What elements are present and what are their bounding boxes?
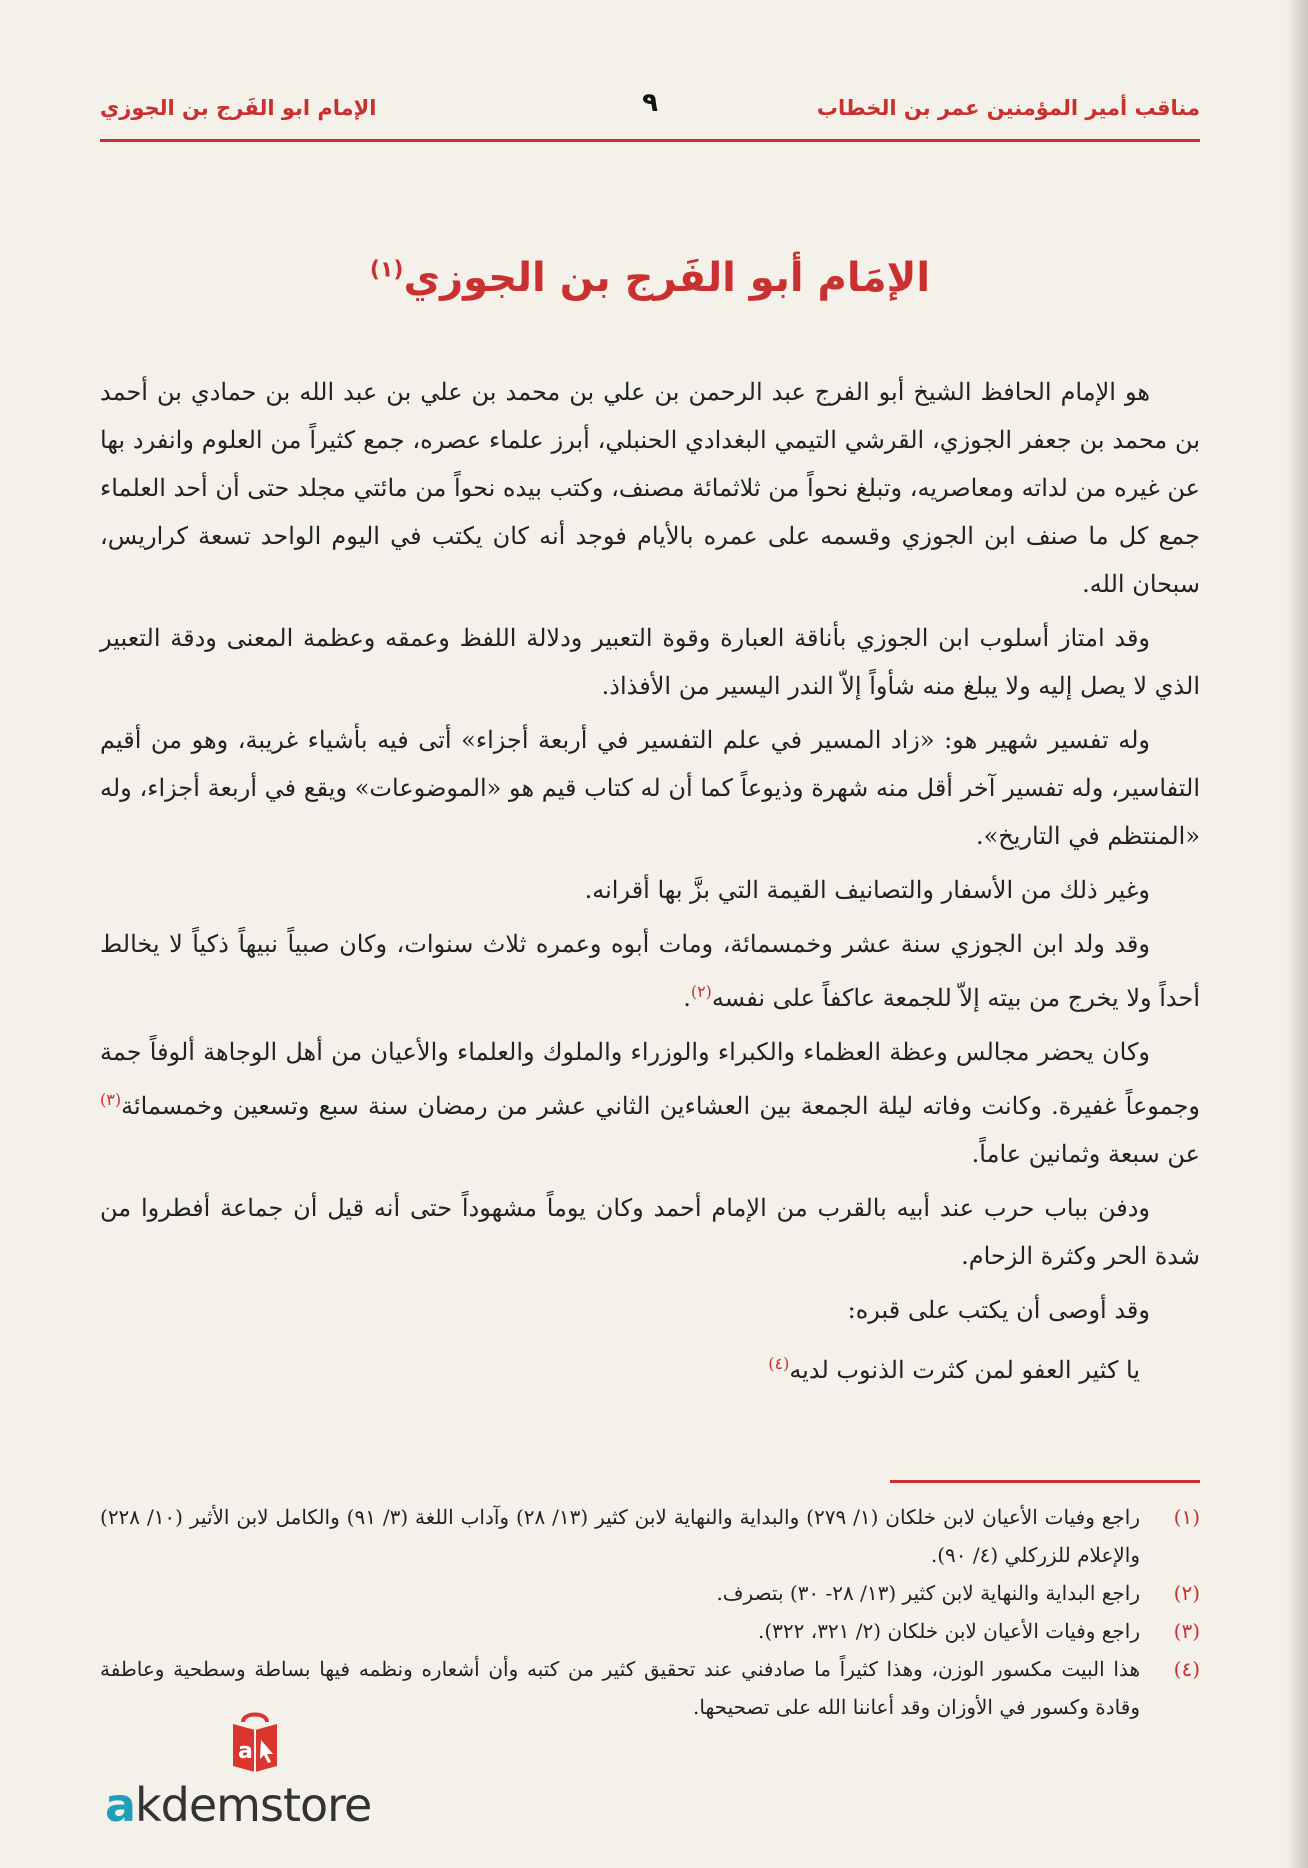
footnote-item bbox=[100, 1498, 1200, 1574]
footnote-item bbox=[100, 1574, 1200, 1612]
paragraph-2: وقد امتاز أسلوب ابن الجوزي بأناقة العبارة وقوة التعبير ودلالة اللفظ وعمقه وعظمة المعنى ودقة التعبير الذي لا يصل إليه ولا يبلغ منه شأواً إلاّ الندر اليسير من الأفذاذ. bbox=[100, 624, 1200, 700]
footnote-text: راجع وفيات الأعيان لابن خلكان (١/ ٢٧٩) والبداية والنهاية لابن كثير (١٣/ ٢٨) وآداب اللغة (٣/ ٩١) والكامل لابن الأثير (١٠/ ٢٢٨) والإعلام للزركلي (٤/ ٩٠). bbox=[100, 1505, 1140, 1567]
akdemstore-watermark bbox=[105, 1710, 405, 1840]
brand-wordmark bbox=[105, 1778, 371, 1832]
paragraph-3: وله تفسير شهير هو: «زاد المسير في علم التفسير في أربعة أجزاء» أتى فيه بأشياء غريبة، وهو من أقيم التفاسير، وله تفسير آخر أقل منه شهرة وذيوعاً كما أن له كتاب قيم هو «الموضوعات» ويقع في أربعة أجزاء، وله «المنتظم في التاريخ». bbox=[100, 726, 1200, 850]
paragraph-1: هو الإمام الحافظ الشيخ أبو الفرج عبد الرحمن بن علي بن محمد بن علي بن عبد الله بن حمادي بن أحمد بن محمد بن جعفر الجوزي، القرشي التيمي البغدادي الحنبلي، أبرز علماء عصره، جمع كثيراً من العلوم وانفرد بها عن غيره من لداته ومعاصريه، وتبلغ نحواً من ثلاثمائة مصنف، وكتب بيده نحواً من مائتي مجلد حتى أن أحد العلماء جمع كل ما صنف ابن الجوزي وقسمه على عمره بالأيام فوجد أنه كان يكتب في اليوم الواحد تسعة كراريس، سبحان الله. bbox=[100, 378, 1201, 598]
footnote-ref-4: (٤) bbox=[768, 1354, 790, 1373]
paragraph-5-end: . bbox=[683, 984, 691, 1012]
verse-text: يا كثير العفو لمن كثرت الذنوب لديه bbox=[789, 1356, 1140, 1384]
brand-wordmark-a: a bbox=[105, 1778, 136, 1832]
paragraph-4: وغير ذلك من الأسفار والتصانيف القيمة التي بزَّ بها أقرانه. bbox=[584, 876, 1150, 904]
footnote-divider bbox=[890, 1480, 1200, 1483]
header-section-title: الإمام ابو الفَرج بن الجوزي bbox=[100, 96, 377, 120]
header-divider bbox=[100, 139, 1200, 142]
footnote-number: (٢) bbox=[1173, 1581, 1200, 1605]
paragraph-6 bbox=[100, 1028, 1200, 1178]
page-spine-shadow bbox=[1286, 0, 1308, 1868]
footnote-text: راجع وفيات الأعيان لابن خلكان (٢/ ٣٢١، ٣٢٢). bbox=[757, 1619, 1140, 1643]
poem-verse bbox=[100, 1340, 1200, 1394]
footnote-text: راجع البداية والنهاية لابن كثير (١٣/ ٢٨- ٣٠) بتصرف. bbox=[716, 1581, 1140, 1605]
chapter-title-footnote-ref: (١) bbox=[369, 257, 404, 283]
header-book-title: مناقب أمير المؤمنين عمر بن الخطاب bbox=[816, 96, 1200, 120]
chapter-title bbox=[100, 255, 1200, 301]
paragraph-5 bbox=[100, 920, 1200, 1022]
page-number: ٩ bbox=[642, 88, 658, 118]
verse-intro: وقد أوصى أن يكتب على قبره: bbox=[847, 1296, 1150, 1324]
paragraph-5-text: وقد ولد ابن الجوزي سنة عشر وخمسمائة، ومات أبوه وعمره ثلاث سنوات، وكان صبياً نبيهاً ذكياً لا يخالط أحداً ولا يخرج من بيته إلاّ للجمعة عاكفاً على نفسه bbox=[100, 930, 1200, 1012]
footnote-number: (٣) bbox=[1173, 1619, 1200, 1643]
footnotes-section bbox=[100, 1498, 1200, 1726]
brand-wordmark-rest: kdemstore bbox=[135, 1778, 372, 1832]
paragraph-6-end: عن سبعة وثمانين عاماً. bbox=[971, 1140, 1200, 1168]
footnote-ref-3: (٣) bbox=[100, 1090, 122, 1109]
footnote-text: هذا البيت مكسور الوزن، وهذا كثيراً ما صادفني عند تحقيق كثير من كتبه وأن أشعاره ونظمه فيها بساطة وسطحية وعاطفة وقادة وكسور في الأوزان وقد أعاننا الله على تصحيحها. bbox=[100, 1657, 1140, 1719]
footnote-ref-2: (٢) bbox=[690, 982, 712, 1001]
running-header bbox=[100, 88, 1200, 138]
footnote-item bbox=[100, 1612, 1200, 1650]
paragraph-6-text: وكان يحضر مجالس وعظة العظماء والكبراء والوزراء والملوك والعلماء والأعيان من أهل الوجاهة ألوفاً جمة وجموعاً غفيرة. وكانت وفاته ليلة الجمعة بين العشاءين الثاني عشر من رمضان سنة سبع وتسعين وخمسمائة bbox=[100, 1038, 1200, 1120]
book-logo-icon bbox=[225, 1710, 285, 1774]
paragraph-7: ودفن بباب حرب عند أبيه بالقرب من الإمام أحمد وكان يوماً مشهوداً حتى أنه قيل أن جماعة أفطروا من شدة الحر وكثرة الزحام. bbox=[100, 1194, 1200, 1270]
footnote-number: (١) bbox=[1173, 1505, 1200, 1529]
footnote-number: (٤) bbox=[1173, 1657, 1200, 1681]
book-logo-letter: a bbox=[238, 1739, 253, 1764]
body-text bbox=[100, 368, 1200, 1394]
chapter-title-text: الإمَام أبو الفَرج بن الجوزي bbox=[403, 255, 931, 301]
